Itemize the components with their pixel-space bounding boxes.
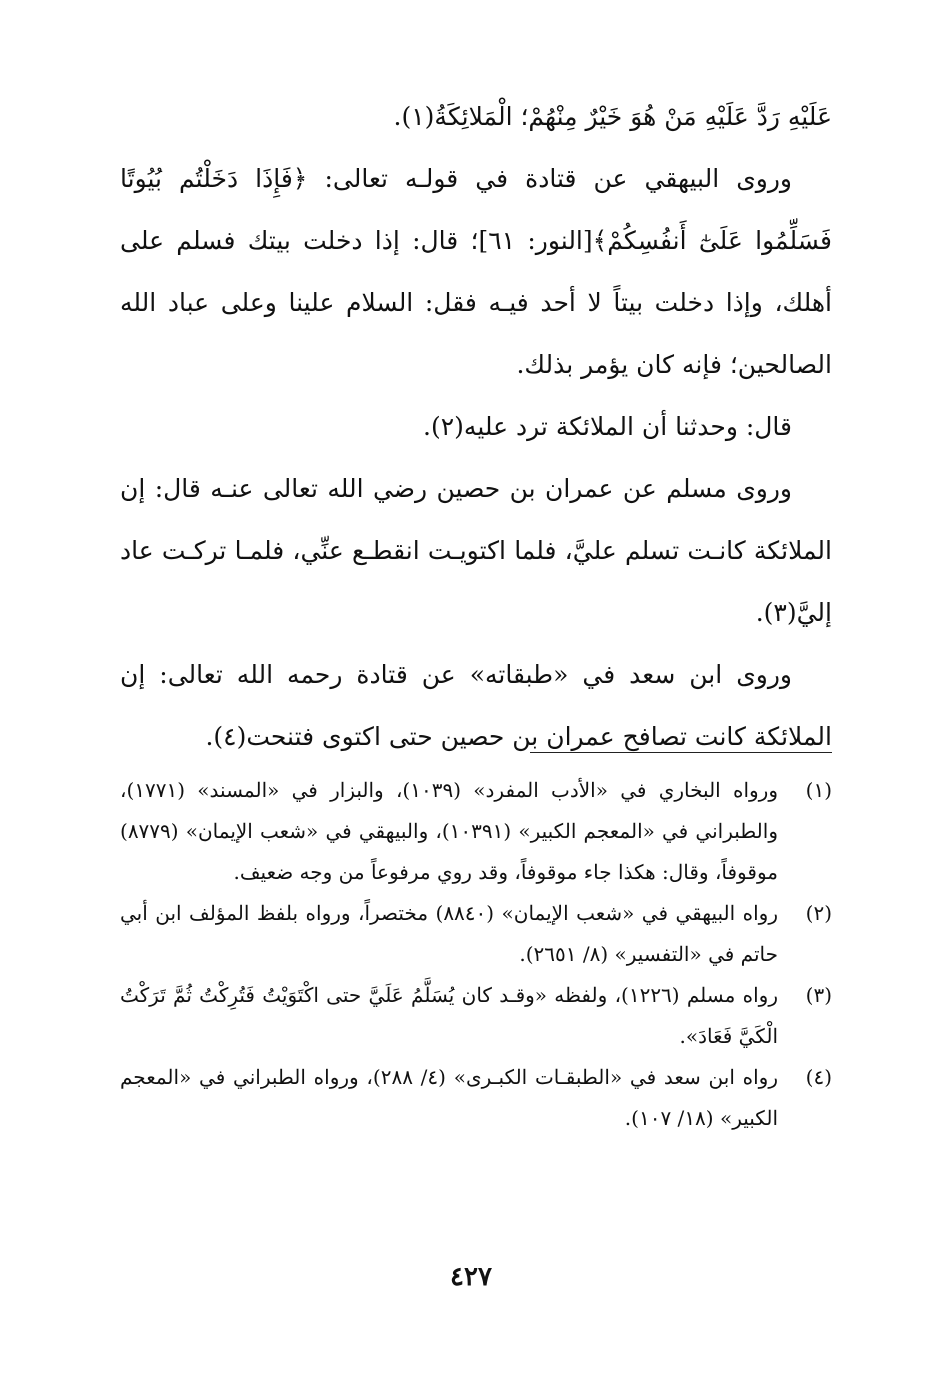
footnote-2	[120, 893, 832, 975]
main-text	[120, 86, 832, 768]
footnote-4	[120, 1057, 832, 1139]
footnote-number: (٣)	[805, 983, 832, 1007]
footnote-number: (٤)	[805, 1065, 832, 1089]
paragraph-verse-continuation: عَلَيْهِ رَدَّ عَلَيْهِ مَنْ هُوَ خَيْرٌ مِنْهُمْ؛ الْمَلائِكَةُ(١).	[393, 102, 832, 131]
footnote-1	[120, 770, 832, 893]
footnote-3	[120, 975, 832, 1057]
footnotes	[120, 770, 832, 1139]
footnote-text: ورواه البخاري في «الأدب المفرد» (١٠٣٩)، والبزار في «المسند» (١٧٧١)، والطبراني في «المعجم الكبير» (١٠٣٩١)، والبيهقي في «شعب الإيمان» (٨٧٧٩) موقوفاً، وقال: هكذا جاء موقوفاً، وقد روي مرفوعاً من وجه ضعيف.	[120, 778, 778, 884]
page-number: ٤٢٧	[450, 1262, 492, 1292]
paragraph-muslim-imran: وروى مسلم عن عمران بن حصين رضي الله تعالى عنـه قال: إن الملائكة كانـت تسلم عليَّ، فلما اكتويـت انقطـع عنِّي، فلمـا تركـت عاد إليَّ(٣).	[120, 474, 832, 627]
footnote-number: (١)	[805, 778, 832, 802]
footnote-number: (٢)	[805, 901, 832, 925]
paragraph-bayhaqi-qatada: وروى البيهقي عن قتادة في قولـه تعالى: ﴿فَإِذَا دَخَلْتُم بُيُوتًا فَسَلِّمُوا عَلَىٰٓ أَنفُسِكُمْ﴾[النور: ٦١]؛ قال: إذا دخلت بيتك فسلم على أهلك، وإذا دخلت بيتاً لا أحد فيـه فقل: السلام علينا وعلى عباد الله الصالحين؛ فإنه كان يؤمر بذلك.	[120, 164, 832, 379]
footnote-text: رواه ابن سعد في «الطبقـات الكبـرى» (٤/ ٢٨٨)، ورواه الطبراني في «المعجم الكبير» (١٨/ ١٠٧).	[120, 1065, 778, 1130]
footnote-separator	[530, 752, 832, 753]
paragraph-ibn-saad: وروى ابن سعد في «طبقاته» عن قتادة رحمه الله تعالى: إن الملائكة كانت تصافح عمران بن حصين حتى اكتوى فتنحت(٤).	[120, 660, 832, 751]
paragraph-angels-reply: قال: وحدثنا أن الملائكة ترد عليه(٢).	[423, 412, 792, 441]
footnote-text: رواه مسلم (١٢٢٦)، ولفظه «وقـد كان يُسَلَّمُ عَلَيَّ حتى اكْتَوَيْتُ فَتُرِكْتُ ثُمَّ تَرَكْتُ الْكَيَّ فَعَادَ».	[120, 983, 778, 1048]
footnote-text: رواه البيهقي في «شعب الإيمان» (٨٨٤٠) مختصراً، ورواه بلفظ المؤلف ابن أبي حاتم في «التفسير» (٨/ ٢٦٥١).	[120, 901, 779, 966]
